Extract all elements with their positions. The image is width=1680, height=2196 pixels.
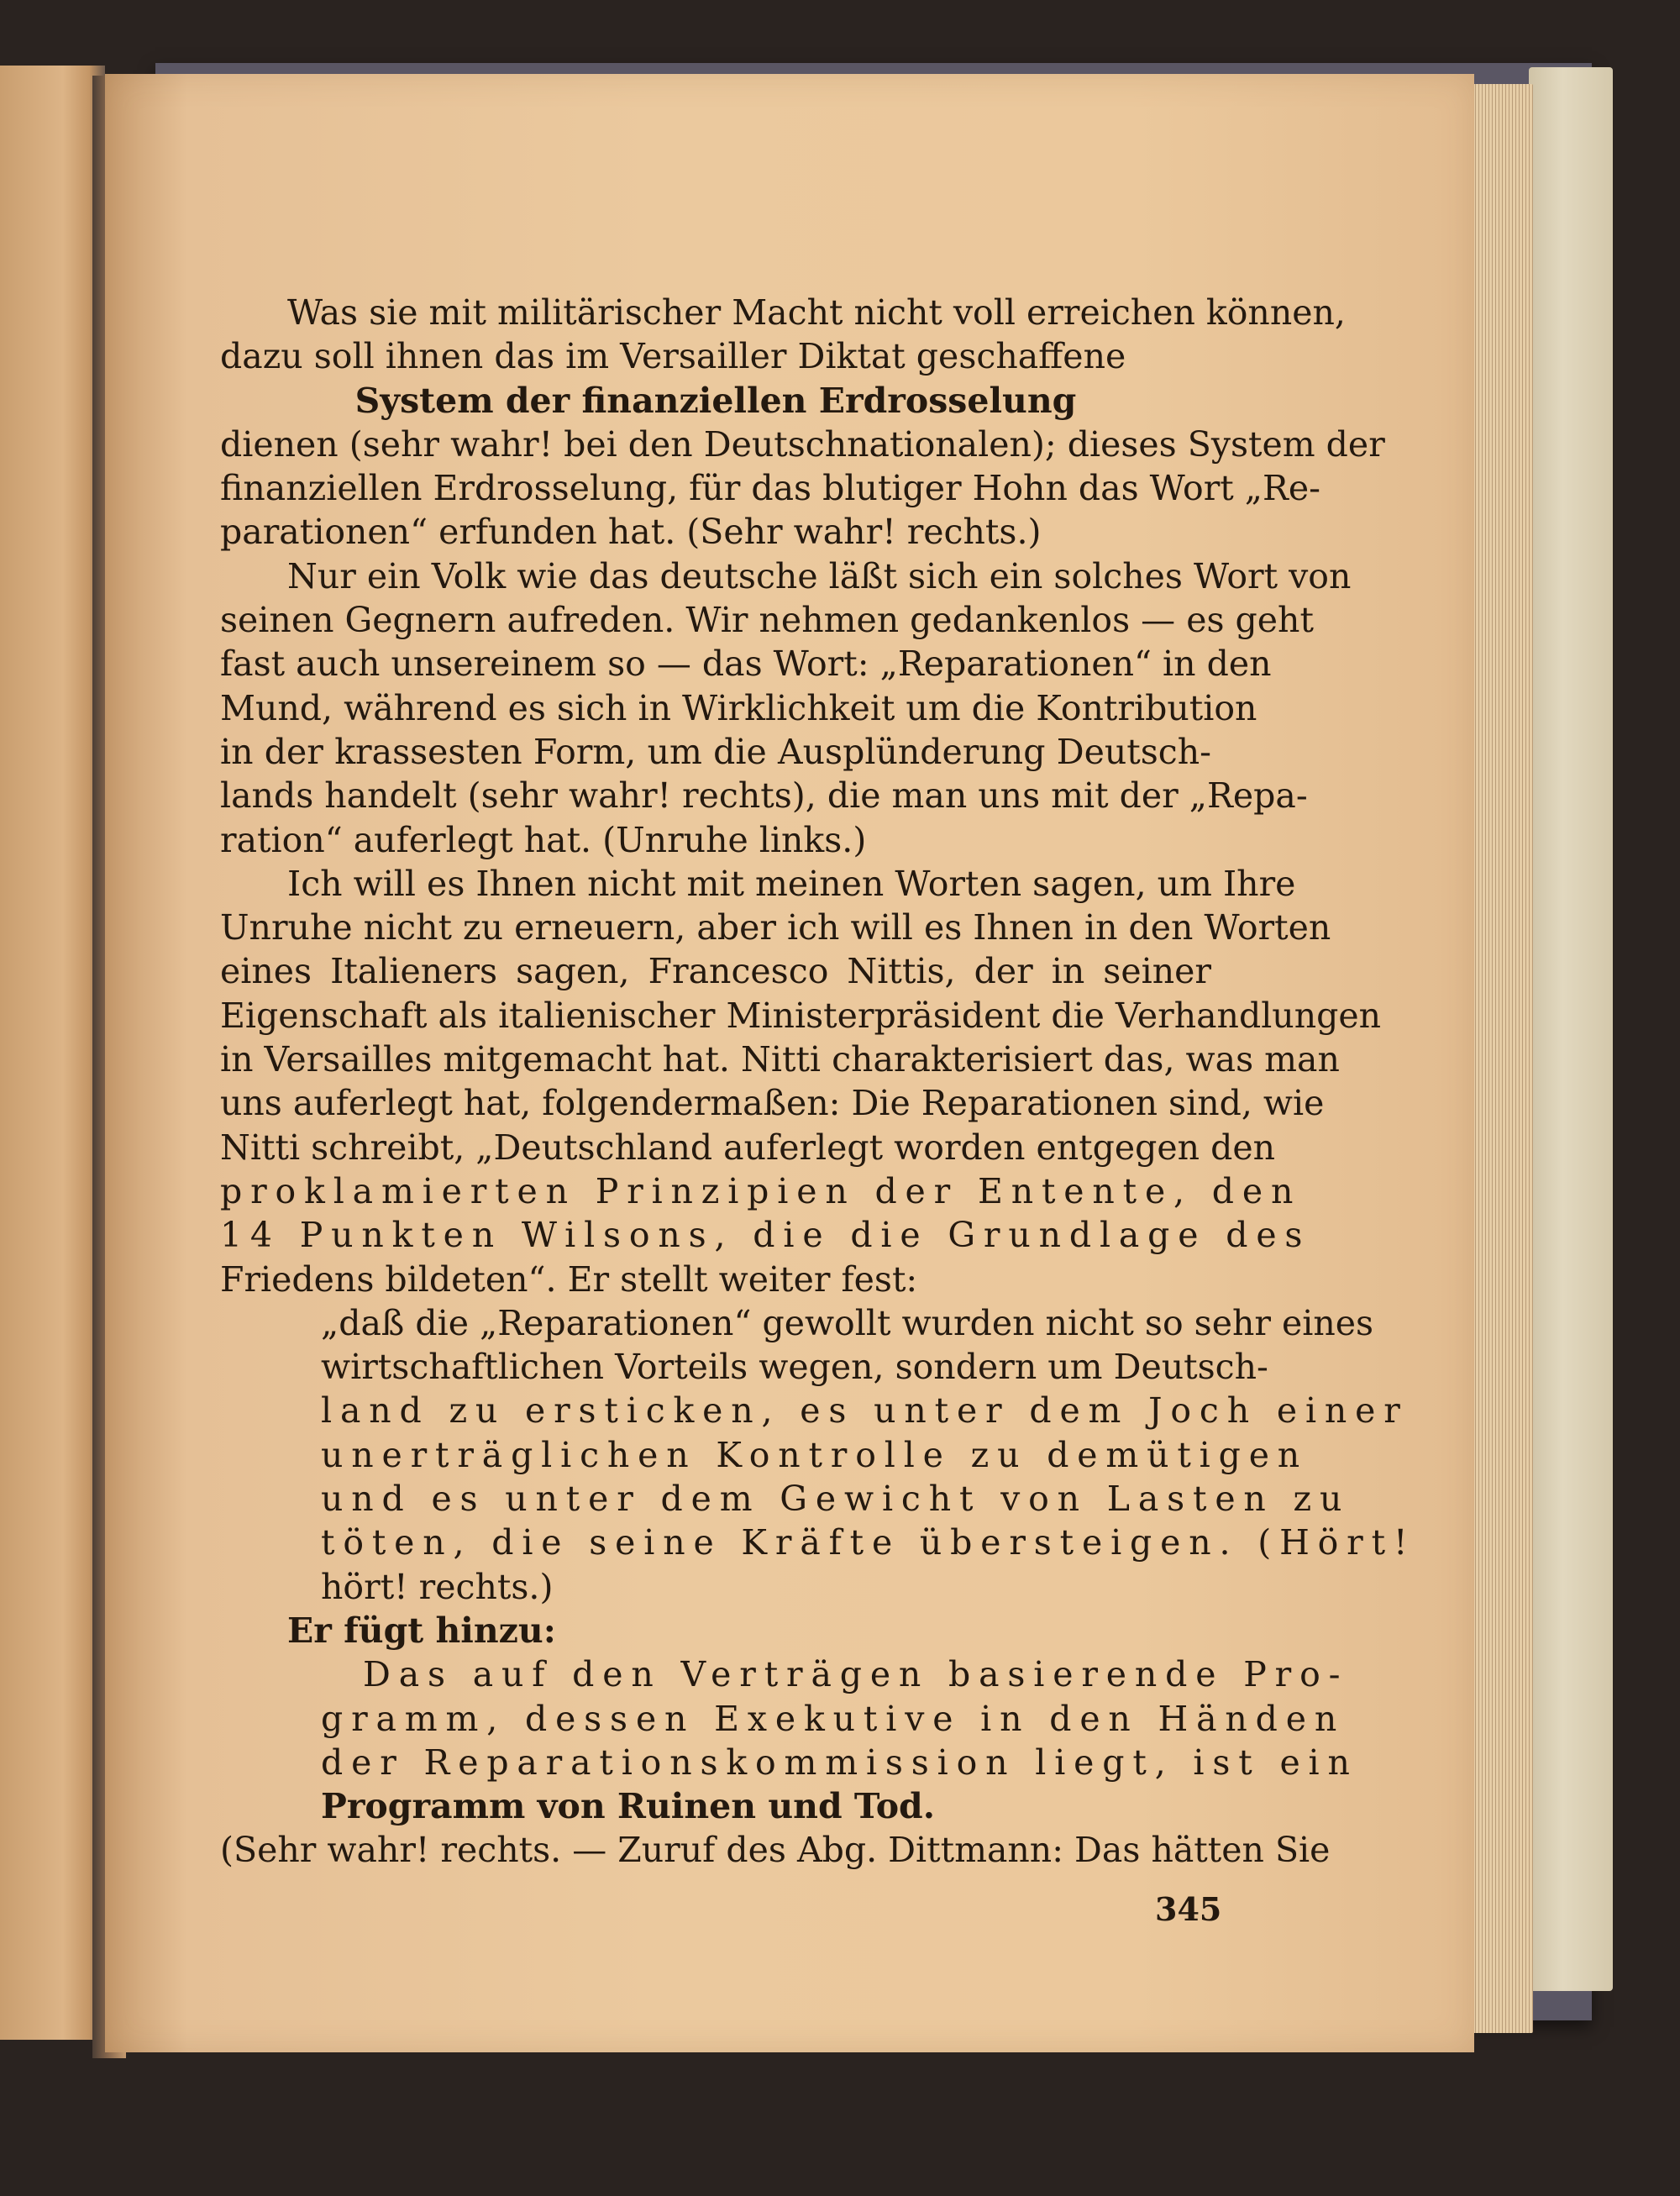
text-line: fast auch unsereinem so — das Wort: „Reparationen“ in den [220,644,1272,685]
text-line: Programm von Ruinen und Tod. [321,1786,935,1827]
page-text [220,291,1416,1873]
text-line: Ich will es Ihnen nicht mit meinen Worten sagen, um Ihre [287,863,1296,904]
text-line: Er fügt hinzu: [287,1610,556,1651]
text-line: unerträglichen Kontrolle zu demütigen [321,1434,1309,1475]
text-line: Nitti schreibt, „Deutschland auferlegt worden entgegen den [220,1127,1276,1168]
text-line: hört! rechts.) [321,1566,554,1607]
text-line: ration“ auferlegt hat. (Unruhe links.) [220,819,867,860]
text-line: töten, die seine Kräfte übersteigen. (Hört! [321,1522,1416,1563]
cover-edge [1529,67,1613,1991]
text-line: uns auferlegt hat, folgendermaßen: Die Reparationen sind, wie [220,1083,1325,1124]
text-line: in Versailles mitgemacht hat. Nitti charakterisiert das, was man [220,1039,1340,1080]
left-page-edge [0,66,105,2040]
text-line: „daß die „Reparationen“ gewollt wurden nicht so sehr eines [321,1302,1374,1343]
text-line: Nur ein Volk wie das deutsche läßt sich ein solches Wort von [287,555,1352,596]
text-line: in der krassesten Form, um die Ausplünderung Deutsch- [220,731,1211,772]
text-line: seinen Gegnern aufreden. Wir nehmen gedankenlos — es geht [220,600,1314,641]
text-line: dazu soll ihnen das im Versailler Diktat geschaffene [220,336,1126,377]
text-line: Was sie mit militärischer Macht nicht voll erreichen können, [287,292,1346,333]
text-line: lands handelt (sehr wahr! rechts), die man uns mit der „Repa- [220,775,1308,817]
text-line: 14 Punkten Wilsons, die die Grundlage des [220,1215,1311,1256]
text-line: Mund, während es sich in Wirklichkeit um die Kontribution [220,687,1257,728]
text-line: land zu ersticken, es unter dem Joch einer [321,1390,1409,1432]
text-line: (Sehr wahr! rechts. — Zuruf des Abg. Dittmann: Das hätten Sie [220,1830,1331,1871]
text-line: System der finanziellen Erdrosselung [354,380,1077,421]
text-line: finanziellen Erdrosselung, für das blutiger Hohn das Wort „Re- [220,468,1321,509]
text-line: wirtschaftlichen Vorteils wegen, sondern um Deutsch- [321,1347,1268,1388]
text-line: dienen (sehr wahr! bei den Deutschnationalen); dieses System der [220,423,1385,465]
text-line: parationen“ erfunden hat. (Sehr wahr! rechts.) [220,512,1042,553]
text-line: eines Italieners sagen, Francesco Nittis, der in seiner [220,951,1211,992]
text-line: Friedens bildeten“. Er stellt weiter fest: [220,1258,918,1300]
text-line: und es unter dem Gewicht von Lasten zu [321,1479,1351,1520]
page-number: 345 [1155,1890,1222,1928]
text-line: Unruhe nicht zu erneuern, aber ich will es Ihnen in den Worten [220,907,1331,948]
text-line: der Reparationskommission liegt, ist ein [321,1742,1358,1783]
text-line: gramm, dessen Exekutive in den Händen [321,1698,1346,1739]
text-line: Das auf den Verträgen basierende Pro- [363,1654,1349,1695]
text-line: proklamierten Prinzipien der Entente, den [220,1170,1302,1211]
text-line: Eigenschaft als italienischer Ministerpräsident die Verhandlungen [220,995,1382,1036]
page-stack-edge [1466,84,1533,2033]
